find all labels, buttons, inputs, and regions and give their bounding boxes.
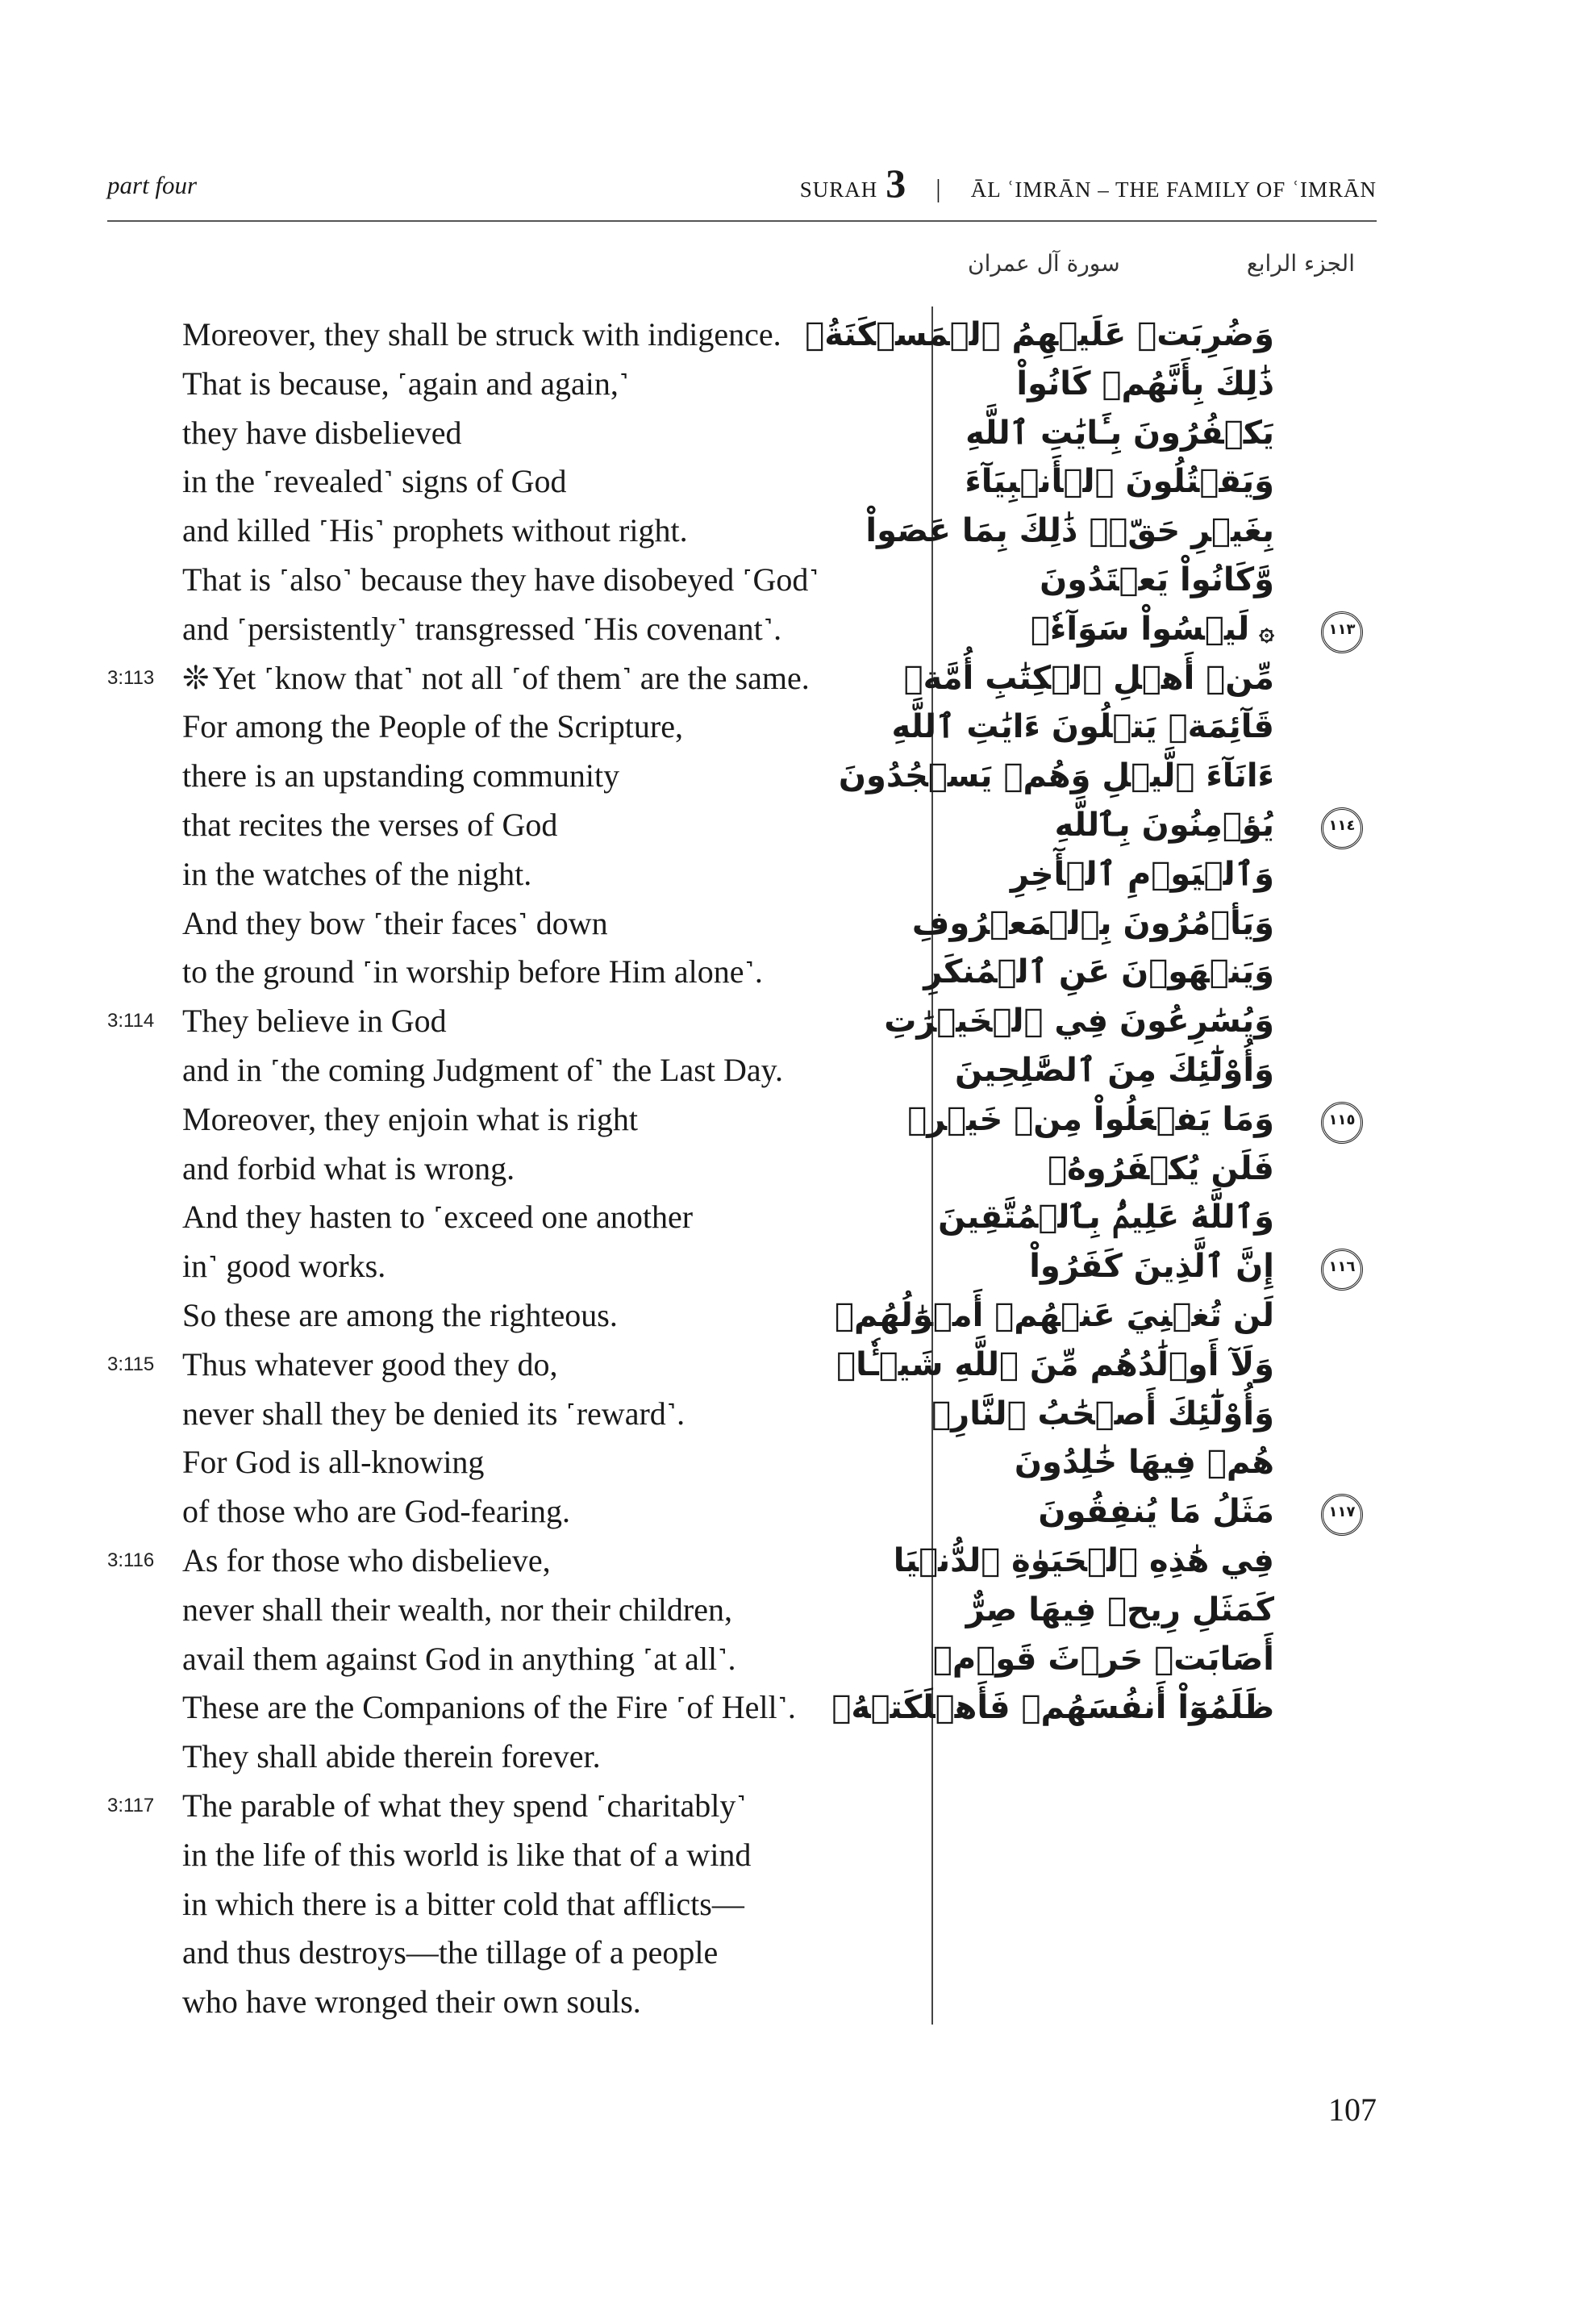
- translation-line: [107, 1046, 914, 1095]
- arabic-line: [944, 360, 1379, 409]
- arabic-line: [944, 1438, 1379, 1487]
- arabic-line: [835, 1291, 1379, 1341]
- arabic-text: وَيَقۡتُلُونَ ٱلۡأَنۢبِيَآءَ: [965, 463, 1274, 501]
- arabic-line: [931, 1390, 1379, 1439]
- translation-text: And they bow ˹their faces˺ down: [182, 904, 608, 941]
- translation-line: [107, 1733, 914, 1782]
- translation-line: [107, 899, 914, 949]
- arabic-text: يُؤۡمِنُونَ بِٱللَّهِ: [1054, 806, 1274, 844]
- header-rule: [107, 220, 1377, 222]
- arabic-line: [907, 1095, 1379, 1145]
- arabic-line: [932, 1635, 1379, 1684]
- column-divider: [931, 307, 933, 2025]
- arabic-text: وَضُرِبَتۡ عَلَيۡهِمُ ٱلۡمَسۡكَنَةُۚ: [805, 316, 1274, 353]
- arabic-line: [944, 1487, 1379, 1537]
- arabic-text: مَثَلُ مَا يُنفِقُونَ: [1038, 1493, 1274, 1531]
- translation-line: [107, 1438, 914, 1487]
- rub-el-hizb-icon: ۞: [1259, 615, 1274, 646]
- translation-text: never shall their wealth, nor their children,: [182, 1591, 732, 1628]
- arabic-line: [944, 556, 1379, 605]
- translation-line: [107, 654, 914, 703]
- translation-text: in the ˹revealed˺ signs of God: [182, 463, 567, 500]
- translation-text: that recites the verses of God: [182, 806, 558, 843]
- translation-line: [107, 1683, 914, 1733]
- arabic-line: [944, 1586, 1379, 1635]
- arabic-part-name: الجزء الرابع: [1246, 250, 1355, 277]
- header-separator: |: [936, 173, 942, 202]
- surah-title: ĀL ʿIMRĀN – THE FAMILY OF ʿIMRĀN: [970, 177, 1377, 202]
- arabic-text: وَّكَانُواْ يَعۡتَدُونَ: [1040, 561, 1274, 598]
- arabic-text: وَٱلۡيَوۡمِ ٱلۡأٓخِرِ: [1010, 855, 1274, 893]
- translation-text: and ˹persistently˺ transgressed ˹His covenant˺.: [182, 610, 782, 647]
- translation-line: [107, 1978, 914, 2027]
- arabic-text: وَمَا يَفۡعَلُواْ مِنۡ خَيۡرٖ: [907, 1100, 1274, 1138]
- arabic-line: [865, 507, 1379, 556]
- arabic-text: لَيۡسُواْ سَوَآءٗۗ: [1030, 610, 1250, 648]
- translation-text: They shall abide therein forever.: [182, 1738, 601, 1775]
- translation-text: never shall they be denied its ˹reward˺.: [182, 1395, 685, 1432]
- translation-line: [107, 605, 914, 654]
- translation-line: [107, 1487, 914, 1537]
- translation-line: [107, 1341, 914, 1390]
- translation-line: [107, 311, 914, 360]
- page-header: [107, 160, 1377, 216]
- arabic-text: ءَانَآءَ ٱلَّيۡلِ وَهُمۡ يَسۡجُدُونَ: [838, 757, 1274, 795]
- arabic-line: [884, 997, 1379, 1046]
- arabic-text: مِّنۡ أَهۡلِ ٱلۡكِتَٰبِ أُمَّةٞ: [903, 659, 1274, 697]
- arabic-text: وَيُسَٰرِعُونَ فِي ٱلۡخَيۡرَٰتِ: [884, 1003, 1274, 1040]
- arabic-text: فَلَن يُكۡفَرُوهُۗ: [1048, 1149, 1274, 1187]
- translation-text: in the watches of the night.: [182, 855, 532, 892]
- translation-text: there is an upstanding community: [182, 757, 620, 794]
- arabic-text: لَن تُغۡنِيَ عَنۡهُمۡ أَمۡوَٰلُهُمۡ: [835, 1296, 1274, 1334]
- arabic-text: وَأُوْلَٰٓئِكَ أَصۡحَٰبُ ٱلنَّارِۚ: [931, 1395, 1274, 1432]
- translation-line: [107, 1880, 914, 1929]
- translation-text: in the life of this world is like that of a wind: [182, 1836, 752, 1873]
- arabic-line: [831, 1683, 1379, 1733]
- translation-line: [107, 997, 914, 1046]
- arabic-text: أَصَابَتۡ حَرۡثَ قَوۡمٖ: [932, 1640, 1274, 1678]
- arabic-line: [944, 850, 1379, 899]
- translation-text: who have wronged their own souls.: [182, 1983, 641, 2021]
- arabic-line: [836, 1341, 1379, 1390]
- translation-text: Yet ˹know that˺ not all ˹of them˺ are the same.: [212, 659, 810, 696]
- arabic-text: إِنَّ ٱلَّذِينَ كَفَرُواْ: [1029, 1248, 1274, 1286]
- arabic-text: يَكۡفُرُونَ بِـَٔايَٰتِ ٱللَّهِ: [965, 414, 1274, 452]
- section-star-icon: ❊: [182, 659, 210, 696]
- translation-text: That is because, ˹again and again,˺: [182, 365, 630, 402]
- translation-text: and killed ˹His˺ prophets without right.: [182, 512, 688, 549]
- verse-number-marker: ١١٥: [1321, 1102, 1363, 1144]
- arabic-text: قَآئِمَةٞ يَتۡلُونَ ءَايَٰتِ ٱللَّهِ: [891, 708, 1274, 746]
- arabic-text: ذَٰلِكَ بِأَنَّهُمۡ كَانُواْ: [1016, 365, 1274, 402]
- arabic-line: [805, 311, 1379, 360]
- translation-line: [107, 948, 914, 997]
- verse-reference: 3:115: [107, 1353, 155, 1375]
- arabic-line: [944, 1242, 1379, 1291]
- arabic-text: وَٱللَّهُ عَلِيمُۢ بِٱلۡمُتَّقِينَ: [938, 1199, 1274, 1236]
- translation-line: [107, 1193, 914, 1242]
- translation-text: and forbid what is wrong.: [182, 1149, 515, 1186]
- arabic-line: [938, 1193, 1379, 1242]
- part-label: part four: [107, 171, 198, 199]
- english-translation-column: [107, 311, 914, 2027]
- arabic-text: وَلَآ أَوۡلَٰدُهُم مِّنَ ٱللَّهِ شَيۡـٔٗاۖ: [836, 1345, 1274, 1383]
- translation-text: and in ˹the coming Judgment of˺ the Last Day.: [182, 1051, 783, 1088]
- surah-title-block: [800, 160, 1377, 206]
- arabic-text: وَأُوْلَٰٓئِكَ مِنَ ٱلصَّٰلِحِينَ: [955, 1051, 1274, 1089]
- translation-line: [107, 1242, 914, 1291]
- translation-text: These are the Companions of the Fire ˹of Hell˺.: [182, 1689, 796, 1726]
- translation-line: [107, 801, 914, 850]
- translation-text: And they hasten to ˹exceed one another: [182, 1199, 694, 1236]
- verse-number-marker: ١١٤: [1321, 807, 1363, 849]
- arabic-header: [968, 242, 1355, 290]
- translation-line: [107, 507, 914, 556]
- page-number: 107: [1328, 2091, 1377, 2128]
- translation-line: [107, 1635, 914, 1684]
- translation-line: [107, 1831, 914, 1880]
- arabic-surah-name: سورة آل عمران: [968, 250, 1120, 277]
- verse-reference: 3:116: [107, 1549, 155, 1571]
- translation-line: [107, 703, 914, 752]
- translation-text: Moreover, they enjoin what is right: [182, 1100, 638, 1137]
- arabic-text: ظَلَمُوٓاْ أَنفُسَهُمۡ فَأَهۡلَكَتۡهُۚ: [831, 1689, 1274, 1727]
- arabic-text: كَمَثَلِ رِيحٖ فِيهَا صِرٌّ: [965, 1591, 1274, 1628]
- translation-text: They believe in God: [182, 1003, 447, 1040]
- translation-line: [107, 360, 914, 409]
- translation-text: they have disbelieved: [182, 414, 462, 451]
- arabic-text: بِغَيۡرِ حَقّٖۚ ذَٰلِكَ بِمَا عَصَواْ: [865, 512, 1274, 550]
- arabic-line: [944, 1145, 1379, 1194]
- arabic-text: هُمۡ فِيهَا خَٰلِدُونَ: [1014, 1444, 1274, 1482]
- arabic-line: [944, 605, 1379, 654]
- translation-text: to the ground ˹in worship before Him alone˺.: [182, 953, 763, 990]
- arabic-line: [923, 948, 1379, 997]
- arabic-line: [911, 899, 1379, 949]
- translation-line: [107, 1929, 914, 1978]
- translation-text: Moreover, they shall be struck with indigence.: [182, 316, 781, 352]
- arabic-text: فِي هَٰذِهِ ٱلۡحَيَوٰةِ ٱلدُّنۡيَا: [893, 1541, 1274, 1579]
- arabic-text: وَيَأۡمُرُونَ بِٱلۡمَعۡرُوفِ: [911, 904, 1274, 942]
- translation-text: That is ˹also˺ because they have disobeyed ˹God˺: [182, 561, 819, 598]
- surah-label: SURAH: [799, 177, 878, 202]
- translation-line: [107, 1390, 914, 1439]
- translation-line: [107, 409, 914, 458]
- translation-text: and thus destroys—the tillage of a people: [182, 1934, 719, 1971]
- arabic-line: [944, 801, 1379, 850]
- arabic-text-column: [805, 311, 1379, 1733]
- arabic-line: [944, 1046, 1379, 1095]
- verse-number-marker: ١١٦: [1321, 1249, 1363, 1291]
- translation-line: [107, 1586, 914, 1635]
- translation-text: in which there is a bitter cold that afflicts—: [182, 1885, 744, 1922]
- arabic-line: [903, 654, 1379, 703]
- translation-line: [107, 1291, 914, 1341]
- translation-line: [107, 457, 914, 507]
- translation-line: [107, 1095, 914, 1145]
- arabic-line: [893, 1537, 1379, 1586]
- verse-reference: 3:114: [107, 1010, 155, 1032]
- verse-reference: 3:113: [107, 666, 155, 689]
- translation-text: For God is all-knowing: [182, 1444, 485, 1481]
- arabic-text: وَيَنۡهَوۡنَ عَنِ ٱلۡمُنكَرِ: [923, 953, 1274, 991]
- translation-line: [107, 752, 914, 801]
- translation-line: [107, 850, 914, 899]
- translation-text: The parable of what they spend ˹charitably˺: [182, 1787, 747, 1824]
- verse-reference: 3:117: [107, 1794, 155, 1816]
- arabic-line: [891, 703, 1379, 752]
- translation-line: [107, 1145, 914, 1194]
- translation-text: So these are among the righteous.: [182, 1296, 618, 1333]
- arabic-line: [838, 752, 1379, 801]
- translation-text: As for those who disbelieve,: [182, 1541, 551, 1578]
- verse-number-marker: ١١٧: [1321, 1494, 1363, 1536]
- translation-line: [107, 1537, 914, 1586]
- translation-line: [107, 1782, 914, 1831]
- translation-text: Thus whatever good they do,: [182, 1345, 558, 1382]
- arabic-line: [944, 409, 1379, 458]
- translation-line: [107, 556, 914, 605]
- surah-number: 3: [886, 161, 907, 206]
- translation-text: in˺ good works.: [182, 1248, 386, 1285]
- verse-number-marker: ١١٣: [1321, 611, 1363, 653]
- arabic-line: [944, 457, 1379, 507]
- translation-text: avail them against God in anything ˹at all˺.: [182, 1640, 736, 1677]
- translation-text: of those who are God-fearing.: [182, 1493, 570, 1530]
- translation-text: For among the People of the Scripture,: [182, 708, 683, 745]
